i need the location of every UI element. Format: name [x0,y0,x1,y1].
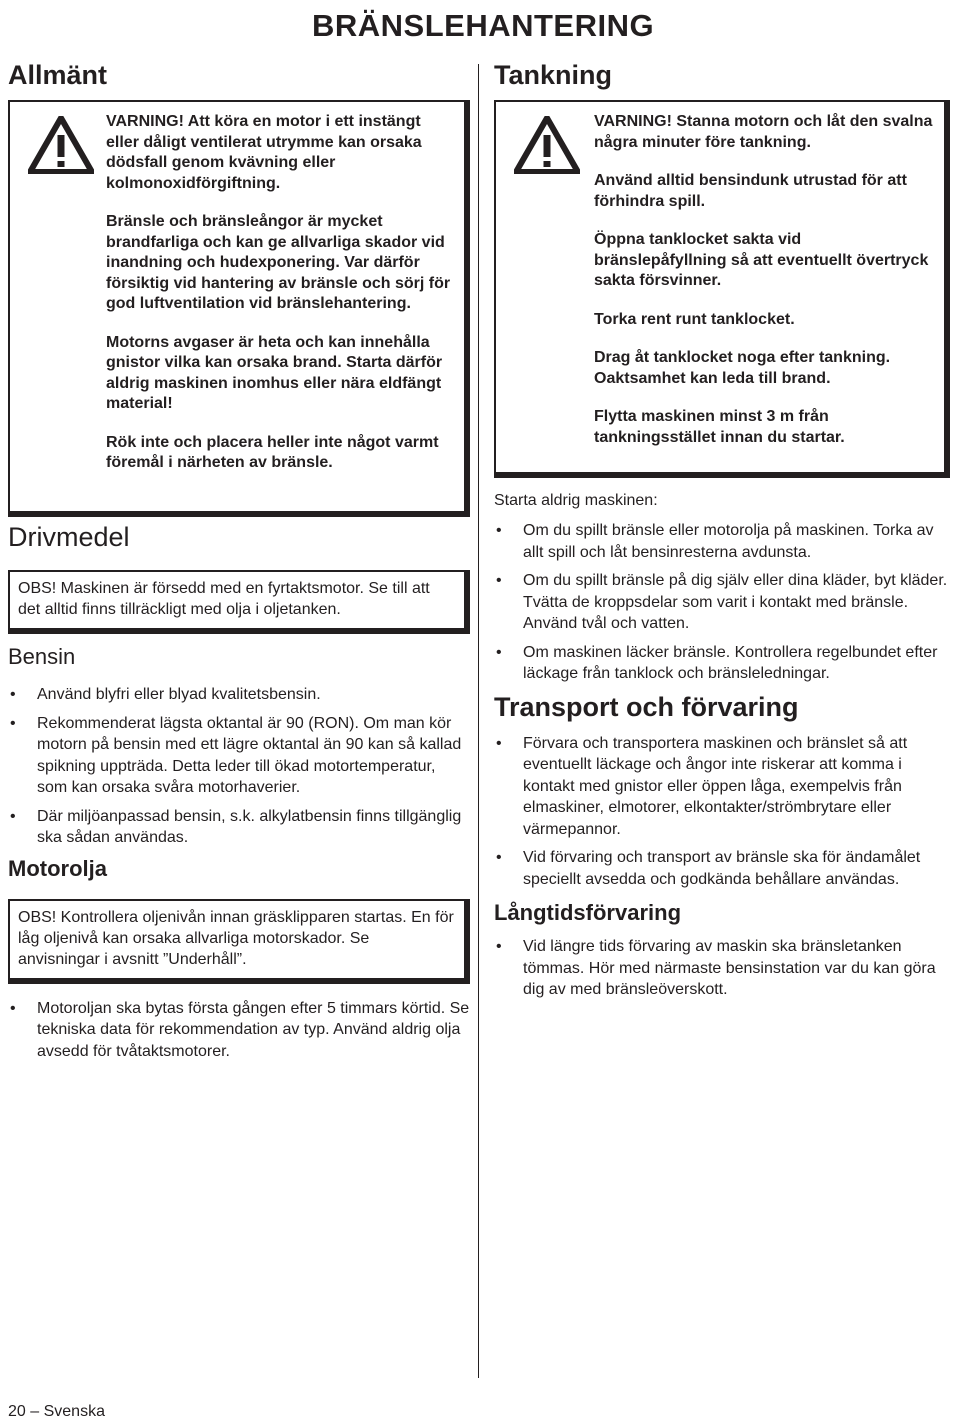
list-item-text: Om du spillt bränsle eller motorolja på maskinen. Torka av allt spill och låt bensinresterna avdunsta. [523,522,934,561]
never-start-label: Starta aldrig maskinen: [494,492,658,509]
petrol-heading: Bensin [8,644,76,669]
list-item-text: Där miljöanpassad bensin, s.k. alkylatbensin finns tillgänglig ska sådan användas. [37,807,462,846]
list-item-text: Vid längre tids förvaring av maskin ska bränsletanken tömmas. Hör med närmaste bensinstation var du kan göra dig av med bränsleöverskott. [523,938,936,998]
fueling-warning-box [494,100,950,478]
bullet-glyph: • [496,572,502,589]
warning-paragraph: Bränsle och bränsleångor är mycket brandfarliga och kan ge allvarliga skador vid inandning och hudexponering. Var därför försiktig vid hantering av bränsle och sörj för god luftventilation vid bränslehantering. [106,213,451,312]
list-item [8,713,470,799]
list-item [8,998,470,1063]
oil-note-box [8,899,470,984]
petrol-list [8,684,470,849]
bullet-glyph: • [496,734,502,752]
transport-heading: Transport och förvaring [494,691,799,722]
bullet-glyph: • [10,714,16,732]
bullet-glyph: • [496,938,502,955]
list-item [494,642,950,685]
list-item-text: Motoroljan ska bytas första gången efter 5 timmars körtid. Se tekniska data för rekommendation av typ. Använd aldrig olja avsedd för tvåtaktsmotorer. [37,999,470,1060]
page-footer [8,1403,105,1421]
warning-paragraph: Öppna tanklocket sakta vid bränslepåfyllning så att eventuellt övertryck sakta försvinner. [594,231,929,289]
bullet-glyph: • [496,849,502,866]
bullet-glyph: • [496,522,502,539]
list-item-text: Förvara och transportera maskinen och bränslet så att eventuellt läckage och ångor inte riskerar att komma i kontakt med gnistor eller öppen låga, exempelvis från elmaskiner, elmotorer, elkontakter/strömbrytare eller värmepannor. [523,734,908,838]
fuel-note-box [8,570,470,634]
list-item [494,570,950,635]
list-item-text: Vid förvaring och transport av bränsle ska för ändamålet speciellt avsedda och godkända behållare användas. [523,849,921,888]
warning-paragraph: Motorns avgaser är heta och kan innehålla gnistor vilka kan orsaka brand. Starta därför aldrig maskinen inomhus eller nära eldfängt material! [106,333,443,412]
transport-list [494,733,950,891]
footer-language: Svenska [43,1403,105,1420]
list-item [494,520,950,563]
oil-heading: Motorolja [8,855,107,881]
warning-paragraph: Torka rent runt tanklocket. [594,310,795,328]
page-number: 20 [8,1403,26,1420]
footer-dash: – [30,1403,40,1420]
fueling-heading: Tankning [494,60,612,90]
page-title: BRÄNSLEHANTERING [312,8,655,43]
list-item-text: Använd blyfri eller blyad kvalitetsbensin. [37,686,321,703]
list-item [494,847,950,890]
longterm-heading: Långtidsförvaring [494,900,682,925]
warning-triangle-icon [514,116,580,174]
bullet-glyph: • [10,999,16,1017]
list-item-text: Om maskinen läcker bränsle. Kontrollera regelbundet efter läckage från tanklock och bränsleledningar. [523,643,938,682]
left-column [8,56,470,1069]
longterm-list [494,936,950,1001]
bullet-glyph: • [10,686,16,703]
warning-paragraph: Drag åt tanklocket noga efter tankning. Oaktsamhet kan leda till brand. [594,349,891,387]
warning-paragraph: Rök inte och placera heller inte något varmt föremål i närheten av bränsle. [106,433,439,471]
list-item [494,733,950,841]
list-item [8,806,470,849]
warning-triangle-icon [28,116,94,174]
list-item [494,936,950,1001]
fuel-heading: Drivmedel [8,522,130,552]
oil-list [8,998,470,1063]
never-start-list [494,520,950,685]
warning-paragraph: Använd alltid bensindunk utrustad för att förhindra spill. [594,172,907,210]
list-item-text: Rekommenderat lägsta oktantal är 90 (RON). Om man kör motorn på bensin med ett lägre oktantal än 90 kan så kallad spikning uppträda. Detta leder till ökad motortemperatur, som kan orsaka svåra motorhaverier. [37,714,462,796]
bullet-glyph: • [496,643,502,661]
column-divider [478,64,479,1378]
warning-paragraph: VARNING! Stanna motorn och låt den svalna några minuter före tankning. [594,113,933,151]
warning-paragraph: VARNING! Att köra en motor i ett instängt eller dåligt ventilerat utrymme kan orsaka dödsfall genom kvävning eller kolmonoxidförgiftning. [106,113,422,192]
list-item [8,684,470,706]
right-column [494,56,950,1008]
oil-note-text: OBS! Kontrollera oljenivån innan gräsklipparen startas. En för låg oljenivå kan orsaka allvarliga motorskador. Se anvisningar i avsnitt ”Underhåll”. [18,908,454,968]
list-item-text: Om du spillt bränsle på dig själv eller dina kläder, byt kläder. Tvätta de kroppsdelar som varit i kontakt med bränsle. Använd tvål och vatten. [523,572,948,632]
bullet-glyph: • [10,807,16,825]
general-heading: Allmänt [8,60,108,90]
fuel-note-text: OBS! Maskinen är försedd med en fyrtaktsmotor. Se till att det alltid finns tillräckligt med olja i oljetanken. [18,580,430,618]
general-warning-box [8,100,470,517]
warning-paragraph: Flytta maskinen minst 3 m från tankningsstället innan du startar. [594,408,845,446]
